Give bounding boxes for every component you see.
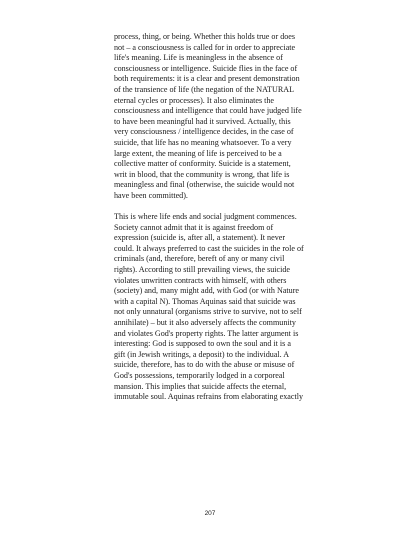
page-number: 207	[204, 510, 216, 517]
body-text	[114, 32, 308, 403]
paragraph-1: process, thing, or being. Whether this holds true or does not – a consciousness is called for in order to appreciate life's meaning. Life is meaningless in the absence of consciousness or intelligence. Suicide flies in the face of both requirements: it is a clear and present demonstration of the transience of life (the negation of the NATURAL eternal cycles or processes). It also eliminates the consciousness and intelligence that could have judged life to have been meaningful had it survived. Actually, this very consciousness / intelligence decides, in the case of suicide, that life has no meaning whatsoever. To a very large extent, the meaning of life is perceived to be a collective matter of conformity. Suicide is a statement, writ in blood, that the community is wrong, that life is meaningless and final (otherwise, the suicide would not have been committed).	[114, 32, 302, 200]
paragraph-2: This is where life ends and social judgment commences. Society cannot admit that it is against freedom of expression (suicide is, after all, a statement). It never could. It always preferred to cast the suicides in the role of criminals (and, therefore, bereft of any or many civil rights). According to still prevailing views, the suicide violates unwritten contracts with himself, with others (society) and, many might add, with God (or with Nature with a capital N). Thomas Aquinas said that suicide was not only unnatural (organisms strive to survive, not to self annihilate) – but it also adversely affects the community and violates God's property rights. The latter argument is interesting: God is supposed to own the soul and it is a gift (in Jewish writings, a deposit) to the individual. A suicide, therefore, has to do with the abuse or misuse of God's possessions, temporarily lodged in a corporeal mansion. This implies that suicide affects the eternal, immutable soul. Aquinas refrains from elaborating exactly	[114, 212, 304, 402]
